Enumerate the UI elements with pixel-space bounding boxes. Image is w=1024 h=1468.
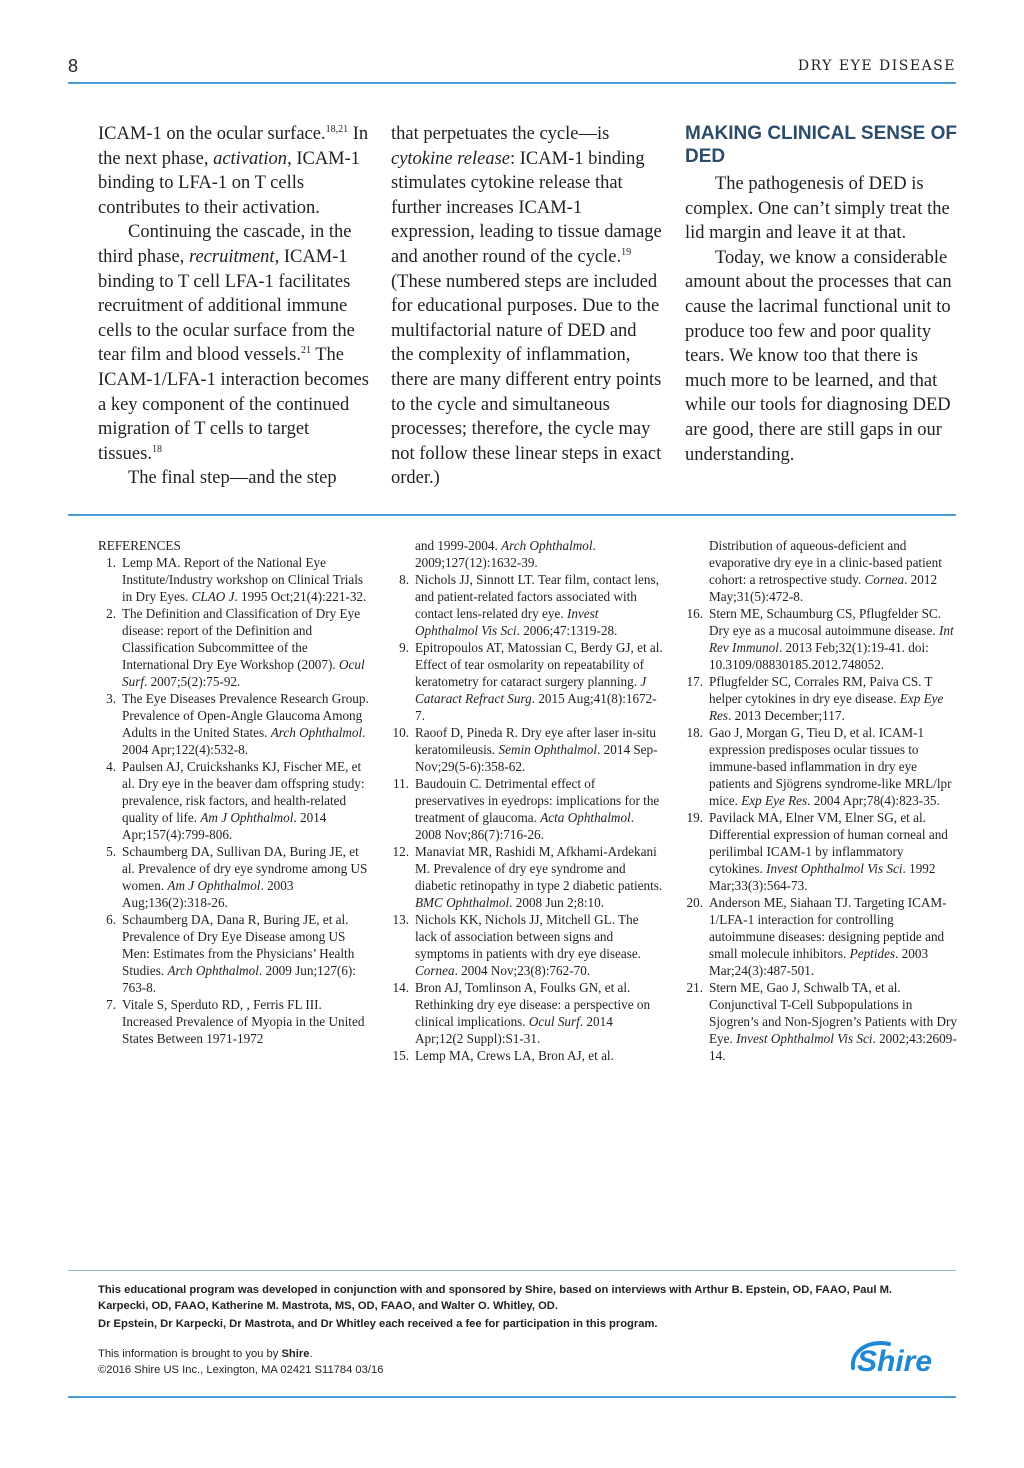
- reference-text: Raoof D, Pineda R. Dry eye after laser in-situ keratomileusis. Semin Ophthalmol. 2014 Sep-Nov;29(5-6):358-62.: [415, 725, 658, 774]
- reference-text: Schaumberg DA, Dana R, Buring JE, et al. Prevalence of Dry Eye Disease among US Men: Estimates from the Physicians’ Health Studies. Arch Ophthalmol. 2009 Jun;127(6): 763-8.: [122, 912, 356, 995]
- reference-item: [685, 894, 960, 979]
- copyright: ©2016 Shire US Inc., Lexington, MA 02421 S11784 03/16: [98, 1364, 384, 1376]
- reference-number: 1.: [106, 555, 116, 570]
- reference-item: [685, 809, 960, 894]
- header-rule: [68, 82, 956, 84]
- body-column-2: [391, 122, 663, 491]
- reference-number: 12.: [392, 844, 409, 859]
- section-body: [685, 172, 957, 467]
- reference-continuation: Distribution of aqueous-deficient and evaporative dry eye in a clinic-based patient cohort: a retrospective study. Cornea. 2012 May;31(5):472-8.: [709, 538, 942, 604]
- reference-text: Lemp MA. Report of the National Eye Institute/Industry workshop on Clinical Trials in Dry Eyes. CLAO J. 1995 Oct;21(4):221-32.: [122, 555, 367, 604]
- page-number: 8: [68, 56, 79, 76]
- reference-list: [685, 605, 960, 1064]
- reference-number: 10.: [392, 725, 409, 740]
- reference-continuation: and 1999-2004. Arch Ophthalmol. 2009;127(12):1632-39.: [415, 538, 596, 570]
- reference-number: 8.: [399, 572, 409, 587]
- reference-item: [391, 911, 663, 979]
- running-head: DRY EYE DISEASE: [797, 58, 956, 74]
- reference-text: Baudouin C. Detrimental effect of preservatives in eyedrops: implications for the treatment of glaucoma. Acta Ophthalmol. 2008 Nov;86(7):716-26.: [415, 776, 660, 842]
- reference-text: Stern ME, Gao J, Schwalb TA, et al. Conjunctival T-Cell Subpopulations in Sjogren’s and Non-Sjogren’s Patients with Dry Eye. Invest Ophthalmol Vis Sci. 2002;43:2609-14.: [709, 980, 957, 1063]
- reference-text: Paulsen AJ, Cruickshanks KJ, Fischer ME, et al. Dry eye in the beaver dam offspring study: prevalence, risk factors, and health-related quality of life. Am J Ophthalmol. 2014 Apr;157(4):799-806.: [122, 759, 365, 842]
- references-column-1: [98, 537, 370, 1047]
- body-column-1: [98, 122, 370, 491]
- reference-number: 13.: [392, 912, 409, 927]
- reference-text: Nichols JJ, Sinnott LT. Tear film, contact lens, and patient-related factors associated with contact lens-related dry eye. Invest Ophthalmol Vis Sci. 2006;47:1319-28.: [415, 572, 659, 638]
- reference-text: Manaviat MR, Rashidi M, Afkhami-Ardekani M. Prevalence of dry eye syndrome and diabetic retinopathy in type 2 diabetic patients. BMC Ophthalmol. 2008 Jun 2;8:10.: [415, 844, 663, 910]
- references-heading: REFERENCES: [98, 538, 181, 553]
- reference-text: Schaumberg DA, Sullivan DA, Buring JE, et al. Prevalence of dry eye syndrome among US women. Am J Ophthalmol. 2003 Aug;136(2):318-26.: [122, 844, 368, 910]
- brought-by-line: This information is brought to you by Shire.: [98, 1348, 313, 1360]
- section-divider: [68, 514, 956, 516]
- reference-item: [98, 554, 370, 605]
- reference-number: 20.: [686, 895, 703, 910]
- paragraph: ICAM-1 on the ocular surface.$^{18,21}$ In the next phase, activation, ICAM-1 binding to LFA-1 on T cells contributes to their activation.: [98, 123, 369, 218]
- reference-item: [391, 843, 663, 911]
- fee-note: Dr Epstein, Dr Karpecki, Dr Mastrota, and Dr Whitley each received a fee for participation in this program.: [98, 1318, 658, 1330]
- reference-text: Vitale S, Sperduto RD, , Ferris FL III. Increased Prevalence of Myopia in the United States Between 1971-1972: [122, 997, 365, 1046]
- reference-item: [391, 724, 663, 775]
- reference-text: Bron AJ, Tomlinson A, Foulks GN, et al. Rethinking dry eye disease: a perspective on clinical implications. Ocul Surf. 2014 Apr;12(2 Suppl):S1-31.: [415, 980, 651, 1046]
- reference-text: Anderson ME, Siahaan TJ. Targeting ICAM-1/LFA-1 interaction for controlling autoimmune diseases: designing peptide and small molecule inhibitors. Peptides. 2003 Mar;24(3):487-501.: [709, 895, 947, 978]
- paragraph: Today, we know a considerable amount about the processes that can cause the lacrimal functional unit to produce too few and poor quality tears. We know too that there is much more to be learned, and that while our tools for diagnosing DED are good, there are still gaps in our understanding.: [685, 247, 952, 465]
- reference-number: 16.: [686, 606, 703, 621]
- reference-item: [391, 1047, 663, 1064]
- reference-item: [98, 996, 370, 1047]
- reference-item: [391, 639, 663, 724]
- reference-number: 21.: [686, 980, 703, 995]
- reference-number: 4.: [106, 759, 116, 774]
- sponsor-note: This educational program was developed in conjunction with and sponsored by Shire, based on interviews with Arthur B. Epstein, OD, FAAO, Paul M. Karpecki, OD, FAAO, Katherine M. Mastrota, MS, OD, FAAO, and Walter O. Whitley, OD.: [98, 1284, 893, 1312]
- reference-text: Lemp MA, Crews LA, Bron AJ, et al.: [415, 1048, 614, 1063]
- reference-item: [391, 979, 663, 1047]
- reference-number: 7.: [106, 997, 116, 1012]
- reference-number: 2.: [106, 606, 116, 621]
- reference-text: Gao J, Morgan G, Tieu D, et al. ICAM-1 expression predisposes ocular tissues to immune-based inflammation in dry eye patients and Sjögrens syndrome-like MRL/lpr mice. Exp Eye Res. 2004 Apr;78(4):823-35.: [709, 725, 952, 808]
- reference-item: [98, 843, 370, 911]
- paragraph: Continuing the cascade, in the third phase, recruitment, ICAM-1 binding to T cell LFA-1 facilitates recruitment of additional immune cells to the ocular surface from the tear film and blood vessels.$^{21}$ The ICAM-1/LFA-1 interaction becomes a key component of the continued migration of T cells to target tissues.$^{18}$: [98, 222, 369, 464]
- reference-text: The Definition and Classification of Dry Eye disease: report of the Definition and Classification Subcommittee of the International Dry Eye Workshop (2007). Ocul Surf. 2007;5(2):75-92.: [122, 606, 365, 689]
- reference-number: 6.: [106, 912, 116, 927]
- paragraph: that perpetuates the cycle—is cytokine release: ICAM-1 binding stimulates cytokine release that further increases ICAM-1 expression, leading to tissue damage and another round of the cycle.$^{19}$ (These numbered steps are included for educational purposes. Due to the multifactorial nature of DED and the complexity of inflammation, there are many different entry points to the cycle and simultaneous processes; therefore, the cycle may not follow these linear steps in exact order.): [391, 124, 662, 489]
- brought-by-name: Shire: [281, 1348, 310, 1360]
- reference-item: [685, 979, 960, 1064]
- reference-item: [98, 605, 370, 690]
- shire-logo: [843, 1338, 957, 1378]
- references-column-2: [391, 537, 663, 1064]
- reference-number: 5.: [106, 844, 116, 859]
- reference-item: [391, 775, 663, 843]
- logo-wordmark: Shire: [857, 1345, 933, 1378]
- references-column-3: [685, 537, 960, 1064]
- reference-item: [98, 911, 370, 996]
- paragraph: The final step—and the step: [128, 468, 337, 489]
- reference-list: [98, 554, 370, 1047]
- reference-list: [391, 571, 663, 1064]
- reference-text: Stern ME, Schaumburg CS, Pflugfelder SC. Dry eye as a mucosal autoimmune disease. Int Rev Immunol. 2013 Feb;32(1):19-41. doi: 10.3109/08830185.2012.748052.: [709, 606, 954, 672]
- reference-number: 3.: [106, 691, 116, 706]
- reference-item: [98, 758, 370, 843]
- reference-item: [391, 571, 663, 639]
- reference-text: Pavilack MA, Elner VM, Elner SG, et al. Differential expression of human corneal and perilimbal ICAM-1 by inflammatory cytokines. Invest Ophthalmol Vis Sci. 1992 Mar;33(3):564-73.: [709, 810, 948, 893]
- reference-item: [685, 724, 960, 809]
- body-column-3: [685, 122, 957, 467]
- footer-rule: [68, 1270, 956, 1271]
- reference-number: 14.: [392, 980, 409, 995]
- reference-text: Nichols KK, Nichols JJ, Mitchell GL. The lack of association between signs and symptoms in patients with dry eye disease. Cornea. 2004 Nov;23(8):762-70.: [415, 912, 641, 978]
- reference-number: 9.: [399, 640, 409, 655]
- reference-number: 18.: [686, 725, 703, 740]
- reference-text: Epitropoulos AT, Matossian C, Berdy GJ, et al. Effect of tear osmolarity on repeatability of keratometry for cataract surgery planning. J Cataract Refract Surg. 2015 Aug;41(8):1672-7.: [415, 640, 663, 723]
- reference-text: Pflugfelder SC, Corrales RM, Paiva CS. T helper cytokines in dry eye disease. Exp Eye Res. 2013 December;117.: [709, 674, 944, 723]
- reference-number: 17.: [686, 674, 703, 689]
- reference-number: 19.: [686, 810, 703, 825]
- section-heading: MAKING CLINICAL SENSE OF DED: [685, 123, 957, 167]
- reference-item: [685, 605, 960, 673]
- reference-number: 15.: [392, 1048, 409, 1063]
- paragraph: The pathogenesis of DED is complex. One can’t simply treat the lid margin and leave it at that.: [685, 174, 950, 244]
- reference-item: [98, 690, 370, 758]
- reference-text: The Eye Diseases Prevalence Research Group. Prevalence of Open-Angle Glaucoma Among Adults in the United States. Arch Ophthalmol. 2004 Apr;122(4):532-8.: [122, 691, 369, 757]
- reference-number: 11.: [393, 776, 409, 791]
- reference-item: [685, 673, 960, 724]
- footer-bottom-rule: [68, 1396, 956, 1398]
